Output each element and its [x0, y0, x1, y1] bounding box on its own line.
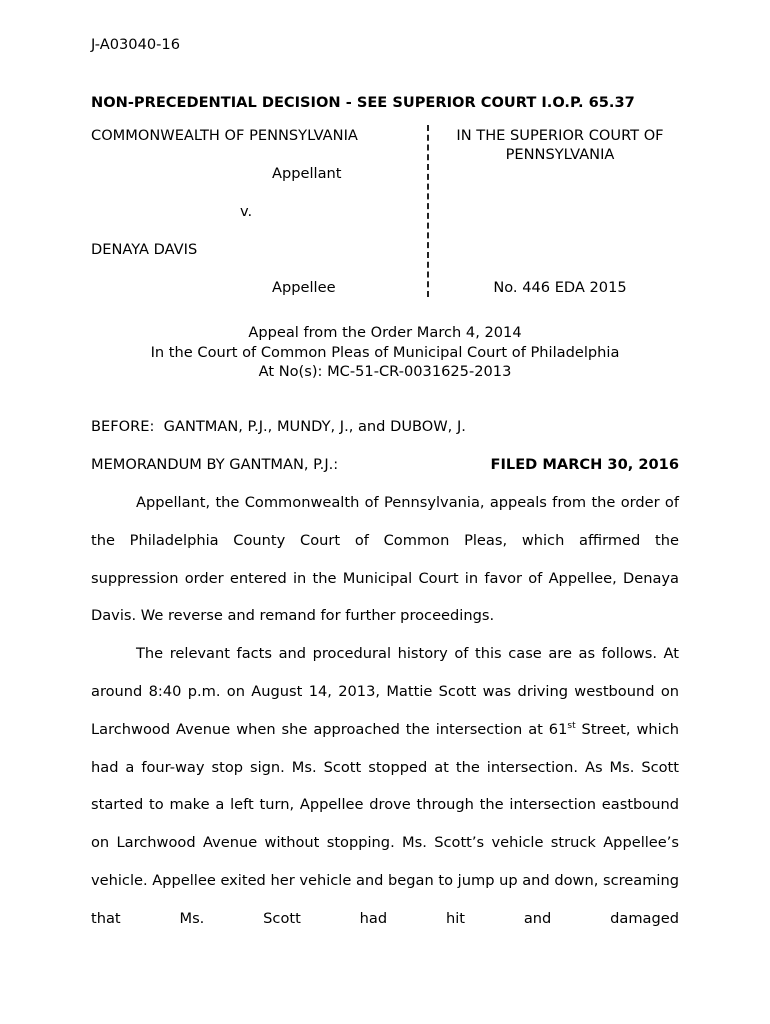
- plaintiff-name: COMMONWEALTH OF PENNSYLVANIA: [91, 127, 358, 144]
- paragraph-1: Appellant, the Commonwealth of Pennsylvania, appeals from the order of the Philadelphia County Court of Common Pleas, which affirmed the suppression order entered in the Municipal Court in favor of Appellee, Denaya Davis. We reverse and remand for further proceedings.: [91, 494, 679, 625]
- appeal-info: [91, 323, 679, 382]
- caption-court: [438, 126, 682, 297]
- ordinal-suffix: st: [567, 720, 576, 731]
- case-number: No. 446 EDA 2015: [493, 279, 627, 296]
- filed-date: FILED MARCH 30, 2016: [490, 456, 679, 473]
- defendant-name: DENAYA DAVIS: [91, 241, 198, 258]
- docket-number: J-A03040-16: [91, 36, 180, 53]
- court-name-line2: PENNSYLVANIA: [505, 146, 615, 163]
- plaintiff-role: Appellant: [272, 165, 342, 182]
- paragraph-2-part-a: The relevant facts and procedural history of this case are as follows. At around 8:40 p.m. on August 14, 2013, Mattie Scott was driving westbound on Larchwood Avenue when she approached the intersection at 61: [91, 645, 679, 738]
- caption-divider: [427, 125, 429, 297]
- non-precedential-notice: NON-PRECEDENTIAL DECISION - SEE SUPERIOR COURT I.O.P. 65.37: [91, 94, 635, 111]
- memorandum-author: MEMORANDUM BY GANTMAN, P.J.:: [91, 456, 339, 473]
- paragraph-2: [91, 635, 679, 937]
- opinion-body: [91, 484, 679, 938]
- paragraph-2-part-b: Street, which had a four-way stop sign. Ms. Scott stopped at the intersection. As Ms. Scott started to make a left turn, Appellee drove through the intersection eastbound on Larchwood Avenue without stopping. Ms. Scott’s vehicle struck Appellee’s vehicle. Appellee exited her vehicle and began to jump up and down, screaming that Ms. Scott had hit and damaged: [91, 720, 680, 927]
- defendant-role: Appellee: [272, 279, 336, 296]
- appeal-line1: Appeal from the Order March 4, 2014: [248, 324, 522, 341]
- court-name-line1: IN THE SUPERIOR COURT OF: [456, 127, 664, 144]
- before-panel: BEFORE: GANTMAN, P.J., MUNDY, J., and DUBOW, J.: [91, 418, 466, 435]
- appeal-line3: At No(s): MC-51-CR-0031625-2013: [258, 363, 512, 380]
- caption-parties: [91, 126, 421, 297]
- versus: v.: [240, 203, 253, 220]
- appeal-line2: In the Court of Common Pleas of Municipal Court of Philadelphia: [150, 343, 620, 361]
